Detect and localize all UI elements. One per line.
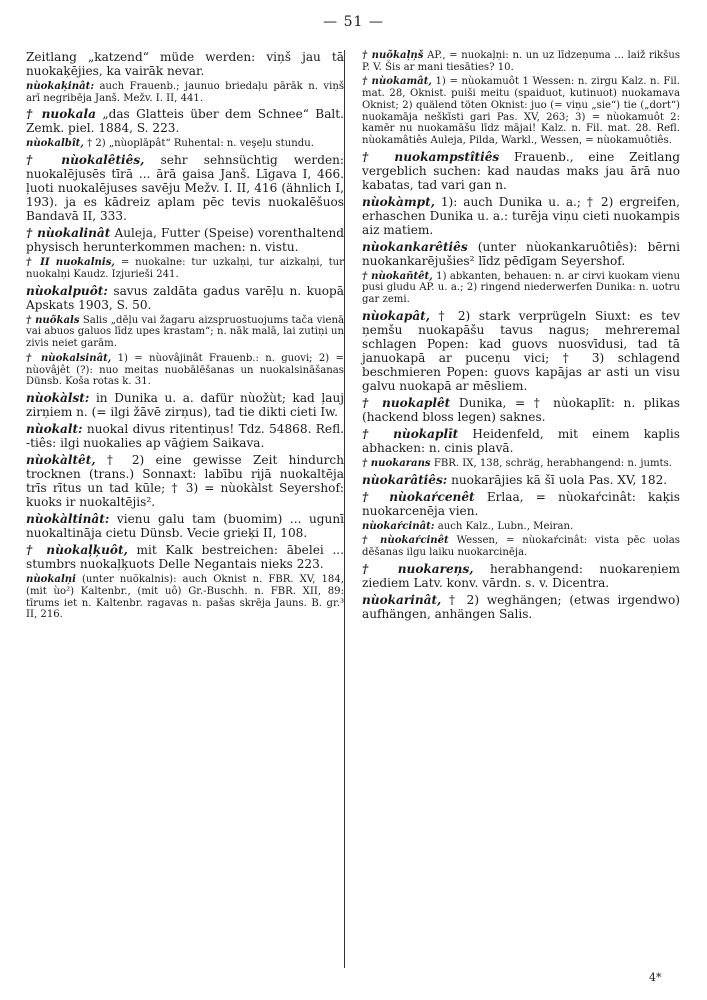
entry-text: Erlaa, = nùokaŕcinât: kaķis nuokarcenēja vien. — [362, 489, 680, 518]
entry-text: „das Glatteis über dem Schnee“ Balt. Zemk. piel. 1884, S. 223. — [26, 107, 344, 136]
entry-headword: † nuokampstîtiês — [362, 149, 500, 164]
entry-text: savus zaldāta gadus varēļu n. kuopā Apskats 1903, S. 50. — [26, 283, 344, 312]
dictionary-entry — [362, 271, 680, 306]
entry-headword: nùokaķinât: — [26, 81, 95, 93]
entry-headword: † nùokaļķuôt, — [26, 543, 128, 558]
dictionary-entry — [26, 315, 344, 350]
dictionary-entry — [26, 257, 344, 280]
dictionary-entry — [362, 535, 680, 558]
entry-headword: nùokalņi — [26, 574, 76, 586]
dictionary-entry — [26, 453, 344, 509]
entry-text: Wessen, = nùokaŕcinât: vista pēc uolas dēšanas ilgu laiku nuokarcinēja. — [362, 535, 680, 559]
dictionary-entry — [362, 150, 680, 192]
entry-text: 1) abkanten, behauen: n. ar cirvi kuokam vienu pusi gludu AP. u. a.; 2) ringend niederwerfen Dunika: n. uotru gar zemi. — [362, 270, 680, 306]
dictionary-entry — [362, 195, 680, 237]
dictionary-entry — [26, 574, 344, 621]
entry-headword: nùokalpuôt: — [26, 283, 108, 298]
dictionary-entry — [362, 427, 680, 455]
entry-headword: nùokàmpt, — [362, 194, 435, 209]
entry-headword: † nuokala — [26, 107, 96, 122]
entry-headword: † nùokamât, — [362, 76, 432, 88]
dictionary-entry — [362, 473, 680, 487]
dictionary-entry — [362, 240, 680, 268]
entry-headword: † nuokarans — [362, 458, 431, 470]
dictionary-entry — [362, 490, 680, 518]
entry-headword: nùokàltinât: — [26, 512, 110, 527]
entry-text: nuokarājies kā šī uola Pas. XV, 182. — [451, 472, 668, 487]
right-column — [362, 50, 680, 624]
dictionary-entry — [362, 593, 680, 621]
dictionary-entry — [26, 353, 344, 388]
entry-headword: nùokapât, — [362, 308, 430, 323]
dictionary-entry — [26, 543, 344, 571]
dictionary-entry — [362, 50, 680, 73]
dictionary-entry — [26, 81, 344, 104]
entry-headword: † nùokaŕcinêt — [362, 535, 449, 547]
entry-headword: nùokarâtiês: — [362, 472, 448, 487]
entry-headword: nùokankarêtiês — [362, 239, 468, 254]
entry-headword: † nuokareņs, — [362, 561, 474, 576]
entry-headword: nùokarinât, — [362, 592, 442, 607]
entry-headword: nùokalbît, — [26, 138, 84, 150]
entry-text: Dunika, = † nùokaplīt: n. plikas (hackend bloss legen) saknes. — [362, 395, 680, 424]
entry-text: (unter nùokankaruôtiês): bērni nuokankarējušies² līdz pēdīgam Seyershof. — [362, 239, 680, 268]
signature-mark: 4* — [649, 971, 662, 984]
entry-text: mit Kalk bestreichen: ābelei ... stumbrs nuokaļķuots Delle Negantais nieks 223. — [26, 543, 344, 572]
entry-text: nuokal divus ritentiņus! Tdz. 54868. Refl. -tiês: ilgi nuokalies ap vāģiem Saikava. — [26, 421, 344, 450]
entry-headword: † nuõkaļņš — [362, 50, 424, 61]
entry-text: vienu galu tam (buomim) ... ugunī nuokaltināja cietu Dünsb. Vecie grieķi II, 108. — [26, 512, 344, 541]
page-number: — 51 — — [323, 14, 384, 30]
entry-headword: nùokaŕcinât: — [362, 520, 435, 532]
dictionary-entry — [26, 422, 344, 450]
dictionary-entry — [26, 50, 344, 78]
entry-text: = nuokalne: tur uzkalņi, tur aizkalņi, tur nuokalņi Kaudz. Izjurieši 241. — [26, 257, 344, 280]
dictionary-entry — [26, 226, 344, 254]
dictionary-entry — [362, 396, 680, 424]
entry-headword: † nùokalinât — [26, 226, 111, 241]
column-divider — [344, 50, 345, 968]
entry-text: † 2) weghängen; (etwas irgendwo) aufhängen, anhängen Salis. — [362, 592, 680, 621]
entry-headword: † II nuokalnis, — [26, 257, 115, 269]
entry-text: † 2) stark verprügeln Siuxt: es tev ņemšu nuokapāšu tavus nagus; mehreremal schlagen Popen: kad guovs nuosvīdusi, tad tā januokapā ar puceņu vici; † 3) schlagend beschmieren Popen: guovs kapājas ar asti un visu galvu nuokapā ar mēsliem. — [362, 308, 680, 393]
dictionary-entry — [362, 76, 680, 146]
entry-text: AP., = nuokaļņi: n. un uz līdzeņuma ... laiž rikšus P. V. Šis ar mani tiesāties? 10. — [362, 50, 680, 73]
entry-headword: † nùokalsinât, — [26, 352, 112, 364]
entry-text: Auleja, Futter (Speise) vorenthaltend physisch herunterkommen machen: n. vistu. — [26, 226, 344, 255]
dictionary-entry — [26, 284, 344, 312]
entry-text: Salis „dēļu vai žagaru aizspruostuojums tača vienā vai abuos galuos līdz upes krastam“; n. nāk malā, lai zutiņi un zivis neiet garām. — [26, 314, 344, 350]
dictionary-entry — [26, 138, 344, 150]
entry-headword: † nùokaŕcenêt — [362, 489, 475, 504]
entry-text: herabhangend: nuokareņiem ziediem Latv. konv. vārdn. s. v. Dicentra. — [362, 561, 680, 590]
entry-text: auch Frauenb.; jaunuo briedaļu pārāk n. viņš arī negribēja Janš. Mežv. I. II, 441. — [26, 81, 345, 104]
entry-text: Frauenb., eine Zeitlang vergeblich suchen: kad naudas maks jau ārā nuo kabatas, tad vari gan n. — [362, 149, 681, 192]
entry-headword: † nuõkals — [26, 314, 80, 326]
dictionary-entry — [362, 309, 680, 393]
entry-text: in Dunika u. a. dafür nùožùt; kad ļauj zirņiem n. (= ilgi žāvē zirņus), tad tie dikti cieti Iw. — [26, 390, 344, 419]
entry-text: 1): auch Dunika u. a.; † 2) ergreifen, erhaschen Dunika u. a.: turēja viņu cieti nuokampis aiz matiem. — [362, 194, 680, 237]
entry-text: † 2) „nùoplāpât“ Ruhental: n. veşeļu stundu. — [87, 138, 314, 150]
entry-headword: † nùokañtêt, — [362, 270, 433, 282]
entry-text: sehr sehnsüchtig werden: nuokalējusēs tīrā ... ārā gaisa Janš. Līgava I, 466. ļuoti nuokalējuses savēju Mežv. I. II, 416 (ähnlich I, 193). ja es kādreiz aplam pēc tevis nuokalēšuos Bandavā II, 333. — [26, 153, 344, 224]
entry-headword: nùokàltêt, — [26, 453, 96, 467]
entry-headword: † nùokaplīt — [362, 426, 459, 441]
dictionary-entry — [362, 458, 680, 470]
entry-text: 1) = nùokamuôt 1 Wessen: n. zirgu Kalz. n. Fil. mat. 28, Oknist. puiši meitu (spaiduot, kutinuot) nuokamava Oknist; 2) quälend töten Oknist: juo (= viņu „sie“) tie („dort“) nuokamāja neškīsti gari Pas. XV, 263; 3) = nùokamuôt 2: kamēr nu nuokamāšu līdz mājai! Kalz. n. Fil. mat. 28. Refl. nùokamâtiês Auleja, Pilda, Warkl., Wessen, = nùokamuôtiês. — [362, 76, 680, 146]
dictionary-entry — [362, 562, 680, 590]
entry-headword: nùokàlst: — [26, 390, 90, 405]
entry-text: FBR. IX, 138, schräg, herabhangend: n. jumts. — [433, 458, 672, 470]
dictionary-entry — [26, 391, 344, 419]
entry-headword: † nuokaplêt — [362, 395, 451, 410]
entry-text: Heidenfeld, mit einem kaplis abhacken: n. cinis plavā. — [362, 426, 680, 455]
dictionary-entry — [26, 512, 344, 540]
entry-text: † 2) eine gewisse Zeit hindurch trocknen (trans.) Sonnaxt: labību rijā nuokaltēja trīs rītus un tad kūle; † 3) = nùokàlst Seyershof: kuoks ir nuokaltējis². — [26, 453, 344, 510]
entry-text: Zeitlang „katzend“ müde werden: viņš jau tā nuokaķējies, ka vairāk nevar. — [26, 50, 344, 79]
entry-headword: † nùokalêtiês, — [26, 153, 145, 168]
dictionary-entry — [362, 521, 680, 533]
dictionary-entry — [26, 107, 344, 135]
entry-headword: nùokalt: — [26, 421, 83, 436]
entry-text: (unter nuõkalnis): auch Oknist n. FBR. XV, 184, (mit ùo²) Kaltenbr., (mit uô) Gr.-Buschh. n. FBR. XII, 89: tīrums iet n. Kaltenbr. ragavas n. pašas skrēja Jauns. B. gr.³ II, 216. — [26, 574, 344, 621]
left-column — [26, 50, 344, 624]
dictionary-entry — [26, 153, 344, 223]
entry-text: 1) = nùovâjinât Frauenb.: n. guovi; 2) = nùovâjêt (?): nuo meitas nuobālēšanas un nuokalsināšanas Dünsb. Koša rotas k. 31. — [26, 352, 344, 388]
entry-text: auch Kalz., Lubn., Meiran. — [437, 520, 574, 532]
